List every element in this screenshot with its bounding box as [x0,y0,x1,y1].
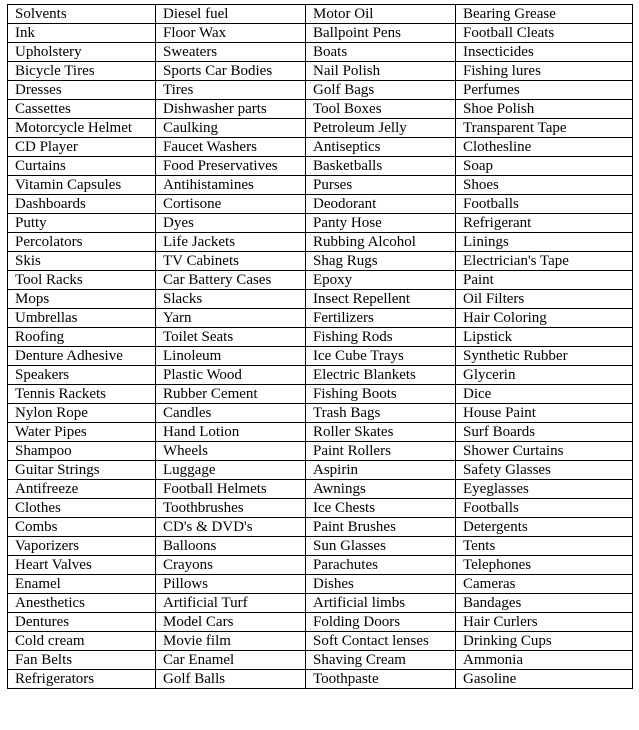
table-cell: Electrician's Tape [456,252,633,271]
table-row [8,5,633,24]
table-row [8,290,633,309]
table-cell: Dishes [306,575,456,594]
table-cell: Boats [306,43,456,62]
table-cell: Pillows [156,575,306,594]
table-cell: Footballs [456,499,633,518]
table-cell: Antiseptics [306,138,456,157]
table-row [8,632,633,651]
table-cell: Shampoo [8,442,156,461]
table-cell: Eyeglasses [456,480,633,499]
table-cell: Footballs [456,195,633,214]
table-cell: Golf Bags [306,81,456,100]
table-cell: Cameras [456,575,633,594]
table-cell: Combs [8,518,156,537]
table-cell: Umbrellas [8,309,156,328]
table-cell: Dresses [8,81,156,100]
table-cell: Fishing Rods [306,328,456,347]
table-row [8,81,633,100]
table-cell: Clothesline [456,138,633,157]
table-cell: Paint [456,271,633,290]
table-row [8,176,633,195]
table-cell: Football Cleats [456,24,633,43]
table-cell: Bearing Grease [456,5,633,24]
table-cell: Parachutes [306,556,456,575]
table-cell: Shower Curtains [456,442,633,461]
table-cell: Deodorant [306,195,456,214]
product-table [7,4,633,689]
table-cell: Dyes [156,214,306,233]
table-cell: Glycerin [456,366,633,385]
table-cell: Antifreeze [8,480,156,499]
table-cell: Surf Boards [456,423,633,442]
table-cell: Football Helmets [156,480,306,499]
table-cell: Shoes [456,176,633,195]
table-cell: Enamel [8,575,156,594]
table-row [8,138,633,157]
table-row [8,423,633,442]
table-row [8,404,633,423]
table-cell: Trash Bags [306,404,456,423]
product-table-body [8,5,633,689]
table-cell: Roofing [8,328,156,347]
table-cell: House Paint [456,404,633,423]
table-cell: Fan Belts [8,651,156,670]
table-row [8,594,633,613]
table-cell: Awnings [306,480,456,499]
table-cell: Lipstick [456,328,633,347]
table-cell: Hand Lotion [156,423,306,442]
table-cell: Shoe Polish [456,100,633,119]
table-cell: Luggage [156,461,306,480]
table-cell: Gasoline [456,670,633,689]
table-cell: Dashboards [8,195,156,214]
table-cell: Fertilizers [306,309,456,328]
table-cell: TV Cabinets [156,252,306,271]
table-cell: Safety Glasses [456,461,633,480]
table-cell: Vaporizers [8,537,156,556]
table-cell: Soft Contact lenses [306,632,456,651]
table-cell: Toothpaste [306,670,456,689]
table-row [8,195,633,214]
table-cell: Petroleum Jelly [306,119,456,138]
table-cell: Ammonia [456,651,633,670]
table-cell: Water Pipes [8,423,156,442]
table-cell: Caulking [156,119,306,138]
table-cell: Ice Cube Trays [306,347,456,366]
table-cell: Antihistamines [156,176,306,195]
table-cell: Soap [456,157,633,176]
table-cell: Electric Blankets [306,366,456,385]
table-cell: Guitar Strings [8,461,156,480]
table-cell: Rubber Cement [156,385,306,404]
table-cell: Diesel fuel [156,5,306,24]
table-row [8,214,633,233]
table-cell: Solvents [8,5,156,24]
table-cell: Floor Wax [156,24,306,43]
table-cell: Toothbrushes [156,499,306,518]
table-cell: Slacks [156,290,306,309]
table-cell: Ballpoint Pens [306,24,456,43]
table-cell: Insecticides [456,43,633,62]
table-row [8,252,633,271]
table-cell: Telephones [456,556,633,575]
table-row [8,328,633,347]
table-cell: Cassettes [8,100,156,119]
table-cell: Purses [306,176,456,195]
table-row [8,556,633,575]
table-cell: Artificial limbs [306,594,456,613]
table-cell: Paint Rollers [306,442,456,461]
table-cell: Dentures [8,613,156,632]
table-cell: Hair Curlers [456,613,633,632]
table-cell: Ice Chests [306,499,456,518]
table-cell: CD's & DVD's [156,518,306,537]
table-cell: Cold cream [8,632,156,651]
table-row [8,670,633,689]
table-cell: Life Jackets [156,233,306,252]
table-cell: Candles [156,404,306,423]
table-cell: Cortisone [156,195,306,214]
table-row [8,271,633,290]
table-cell: Yarn [156,309,306,328]
table-row [8,518,633,537]
table-cell: Tool Boxes [306,100,456,119]
table-row [8,43,633,62]
table-row [8,499,633,518]
table-cell: Percolators [8,233,156,252]
table-cell: Balloons [156,537,306,556]
table-cell: Crayons [156,556,306,575]
table-cell: Ink [8,24,156,43]
table-cell: Refrigerators [8,670,156,689]
table-cell: Toilet Seats [156,328,306,347]
table-cell: Heart Valves [8,556,156,575]
table-cell: Clothes [8,499,156,518]
table-row [8,233,633,252]
table-cell: Paint Brushes [306,518,456,537]
table-cell: Sun Glasses [306,537,456,556]
table-cell: Tires [156,81,306,100]
table-row [8,24,633,43]
table-cell: Shaving Cream [306,651,456,670]
table-cell: Curtains [8,157,156,176]
table-cell: Linoleum [156,347,306,366]
table-cell: Nail Polish [306,62,456,81]
table-row [8,461,633,480]
table-cell: Perfumes [456,81,633,100]
table-cell: Refrigerant [456,214,633,233]
table-row [8,100,633,119]
table-cell: Tool Racks [8,271,156,290]
table-cell: Wheels [156,442,306,461]
table-row [8,613,633,632]
table-cell: Upholstery [8,43,156,62]
table-row [8,366,633,385]
table-row [8,442,633,461]
table-cell: Car Enamel [156,651,306,670]
table-cell: Dice [456,385,633,404]
table-cell: Sports Car Bodies [156,62,306,81]
table-cell: Hair Coloring [456,309,633,328]
table-cell: Denture Adhesive [8,347,156,366]
table-cell: Artificial Turf [156,594,306,613]
table-cell: Linings [456,233,633,252]
table-cell: CD Player [8,138,156,157]
table-cell: Vitamin Capsules [8,176,156,195]
table-row [8,347,633,366]
table-cell: Faucet Washers [156,138,306,157]
table-cell: Mops [8,290,156,309]
table-cell: Insect Repellent [306,290,456,309]
table-cell: Tennis Rackets [8,385,156,404]
table-cell: Epoxy [306,271,456,290]
table-cell: Shag Rugs [306,252,456,271]
table-cell: Plastic Wood [156,366,306,385]
table-cell: Oil Filters [456,290,633,309]
table-cell: Dishwasher parts [156,100,306,119]
table-cell: Panty Hose [306,214,456,233]
table-cell: Aspirin [306,461,456,480]
table-cell: Skis [8,252,156,271]
table-cell: Nylon Rope [8,404,156,423]
table-row [8,309,633,328]
table-row [8,651,633,670]
table-row [8,385,633,404]
table-row [8,537,633,556]
table-cell: Bicycle Tires [8,62,156,81]
table-cell: Tents [456,537,633,556]
table-cell: Transparent Tape [456,119,633,138]
table-cell: Fishing lures [456,62,633,81]
table-cell: Fishing Boots [306,385,456,404]
table-row [8,157,633,176]
table-cell: Drinking Cups [456,632,633,651]
table-cell: Basketballs [306,157,456,176]
table-row [8,575,633,594]
table-row [8,119,633,138]
table-cell: Speakers [8,366,156,385]
table-cell: Bandages [456,594,633,613]
table-row [8,480,633,499]
table-row [8,62,633,81]
table-cell: Model Cars [156,613,306,632]
table-cell: Folding Doors [306,613,456,632]
table-cell: Roller Skates [306,423,456,442]
table-cell: Food Preservatives [156,157,306,176]
table-cell: Anesthetics [8,594,156,613]
table-cell: Synthetic Rubber [456,347,633,366]
table-cell: Car Battery Cases [156,271,306,290]
table-cell: Motor Oil [306,5,456,24]
table-cell: Putty [8,214,156,233]
table-cell: Motorcycle Helmet [8,119,156,138]
table-cell: Rubbing Alcohol [306,233,456,252]
table-cell: Movie film [156,632,306,651]
table-cell: Golf Balls [156,670,306,689]
table-cell: Sweaters [156,43,306,62]
table-cell: Detergents [456,518,633,537]
